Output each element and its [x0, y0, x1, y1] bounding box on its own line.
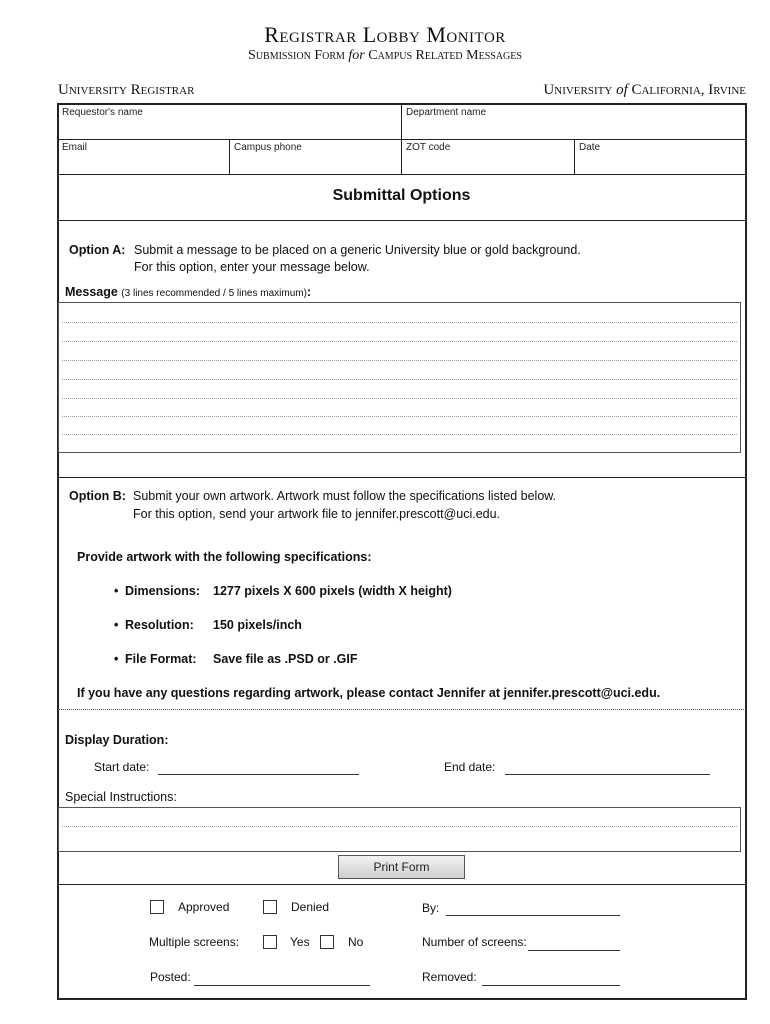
divider	[574, 139, 575, 174]
message-line	[62, 322, 737, 323]
multiple-screens-yes-checkbox[interactable]	[263, 935, 277, 949]
start-date-label: Start date:	[94, 760, 150, 774]
subtitle-text-2: Campus Related Messages	[364, 48, 522, 63]
department-name-field[interactable]	[404, 119, 744, 137]
email-field[interactable]	[60, 154, 226, 172]
option-a-line2: For this option, enter your message below.	[134, 260, 370, 274]
approved-checkbox[interactable]	[150, 900, 164, 914]
option-b-label: Option B:	[69, 489, 126, 503]
divider	[229, 139, 230, 174]
requestor-name-field[interactable]	[60, 119, 398, 137]
spec-name-resolution: Resolution:	[125, 618, 194, 632]
divider	[58, 477, 746, 478]
special-instructions-label: Special Instructions:	[65, 790, 177, 804]
spec-value-dimensions: 1277 pixels X 600 pixels (width X height)	[213, 584, 452, 598]
spec-value-resolution: 150 pixels/inch	[213, 618, 302, 632]
form-subtitle	[0, 48, 770, 64]
divider	[58, 139, 746, 140]
message-line	[62, 416, 737, 417]
special-instructions-textarea[interactable]	[58, 807, 741, 852]
spec-bullet-dimensions: •	[114, 584, 119, 598]
spec-name-dimensions: Dimensions:	[125, 584, 201, 598]
message-label-text: Message	[65, 285, 118, 299]
print-form-button[interactable]: Print Form	[338, 855, 465, 879]
removed-field[interactable]	[482, 985, 620, 986]
end-date-label: End date:	[444, 760, 496, 774]
divider	[58, 174, 746, 175]
message-line	[62, 379, 737, 380]
department-name-label: Department name	[406, 107, 487, 118]
by-field[interactable]	[446, 915, 620, 916]
spec-value-format: Save file as .PSD or .GIF	[213, 652, 358, 666]
end-date-field[interactable]	[505, 774, 710, 775]
option-b-line2: For this option, send your artwork file to jennifer.prescott@uci.edu.	[133, 507, 501, 521]
multiple-screens-label: Multiple screens:	[149, 935, 240, 949]
divider	[58, 709, 746, 710]
message-colon: :	[306, 285, 312, 299]
message-line	[62, 398, 737, 399]
message-textarea[interactable]	[58, 302, 741, 453]
message-line	[62, 434, 737, 435]
form-title: Registrar Lobby Monitor	[264, 22, 506, 47]
spec-heading: Provide artwork with the following specifications:	[77, 550, 372, 564]
removed-label: Removed:	[422, 970, 477, 984]
yes-label: Yes	[290, 935, 310, 949]
date-field[interactable]	[577, 154, 745, 172]
subtitle-for: for	[348, 48, 365, 63]
requestor-name-label: Requestor's name	[62, 107, 143, 118]
denied-label: Denied	[291, 900, 330, 914]
option-a-line1: Submit a message to be placed on a generic University blue or gold background.	[134, 243, 581, 257]
university-registrar-label: University Registrar	[58, 82, 195, 98]
submittal-options-heading: Submittal Options	[332, 187, 471, 204]
email-label: Email	[62, 142, 88, 153]
posted-field[interactable]	[194, 985, 370, 986]
zot-code-label: ZOT code	[406, 142, 451, 153]
uci-label-of: of	[616, 82, 628, 98]
divider	[58, 884, 746, 885]
spec-bullet-resolution: •	[114, 618, 119, 632]
message-line	[62, 360, 737, 361]
message-line	[62, 341, 737, 342]
by-label: By:	[422, 901, 440, 915]
option-b-line1: Submit your own artwork. Artwork must follow the specifications listed below.	[133, 489, 557, 503]
message-label	[65, 285, 311, 299]
multiple-screens-no-checkbox[interactable]	[320, 935, 334, 949]
message-hint: (3 lines recommended / 5 lines maximum)	[121, 288, 307, 299]
number-of-screens-field[interactable]	[528, 950, 620, 951]
uci-label-part1: University	[543, 82, 617, 98]
uci-label-part2: California, Irvine	[627, 82, 746, 98]
start-date-field[interactable]	[158, 774, 359, 775]
special-line	[62, 826, 737, 827]
posted-label: Posted:	[150, 970, 191, 984]
subtitle-text: Submission Form	[248, 48, 349, 63]
campus-phone-field[interactable]	[232, 154, 398, 172]
approved-label: Approved	[178, 900, 230, 914]
no-label: No	[348, 935, 364, 949]
divider	[58, 220, 746, 221]
campus-phone-label: Campus phone	[234, 142, 302, 153]
uci-label	[543, 82, 746, 99]
display-duration-heading: Display Duration:	[65, 733, 169, 747]
zot-code-field[interactable]	[404, 154, 572, 172]
denied-checkbox[interactable]	[263, 900, 277, 914]
option-a-label: Option A:	[69, 243, 126, 257]
artwork-contact: If you have any questions regarding artwork, please contact Jennifer at jennifer.prescott@uci.edu.	[77, 686, 661, 700]
spec-name-format: File Format:	[125, 652, 197, 666]
spec-bullet-format: •	[114, 652, 119, 666]
date-label: Date	[579, 142, 601, 153]
number-of-screens-label: Number of screens:	[422, 935, 527, 949]
